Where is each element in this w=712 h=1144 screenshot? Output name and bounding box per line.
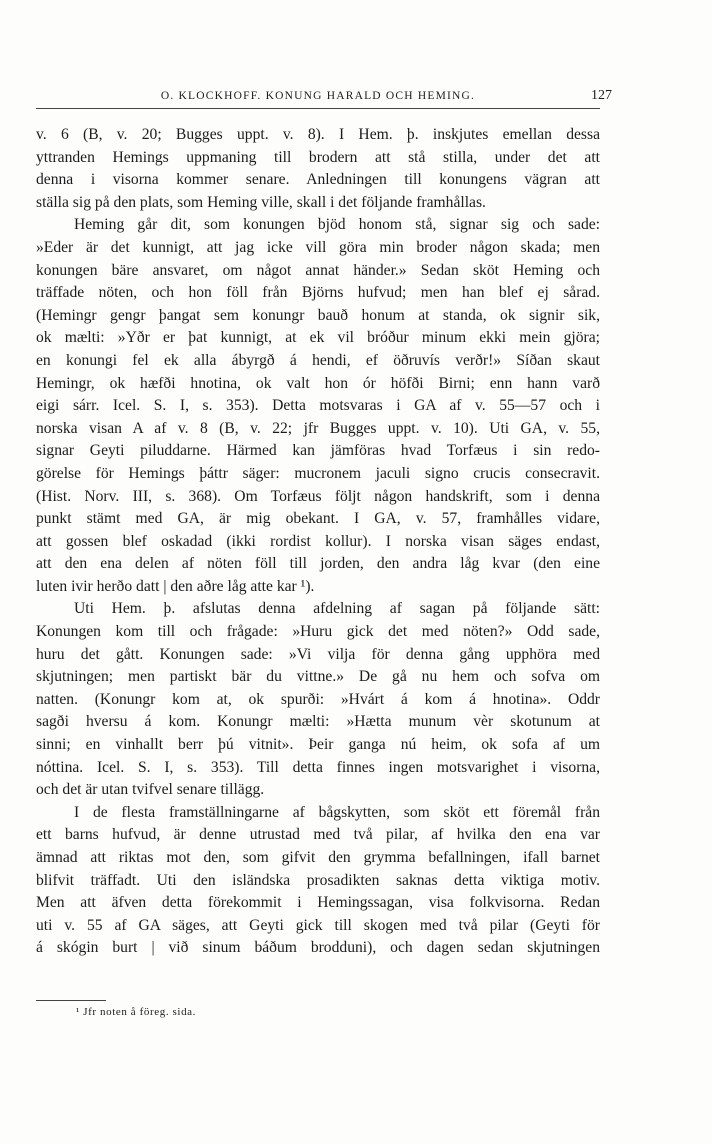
text-line: sinni; en vinhallt berr þú vitnit». Þeir ganga nú heim, ok sofa af um [36,736,600,754]
text-line: ställa sig på den plats, som Heming ville, skall i det följande framhållas. [36,193,486,211]
text-line: huru det gått. Konungen sade: »Vi vilja för denna gång upphöra med [36,645,600,663]
text-line: I de flesta framställningarne af bågskytten, som sköt ett föremål från [74,803,600,821]
text-line: »Eder är det kunnigt, att jag icke vill göra min broder någon skada; men [36,238,600,256]
text-line: en konungi fel ek alla ábyrgð á hendi, ef öðruvís verðr!» Síðan skaut [36,351,600,369]
text-line: norska visan A af v. 8 (B, v. 22; jfr Bugges uppt. v. 10). Uti GA, v. 55, [36,419,600,437]
text-line: blifvit träffadt. Uti den isländska prosadikten saknas detta viktiga motiv. [36,871,600,889]
page-number: 127 [591,88,612,103]
footnote-rule [36,1000,106,1001]
text-line: luten ivir herðo datt | den aðre låg atte kar ¹). [36,577,315,595]
text-line: ok mælti: »Yðr er þat kunnigt, at ek vil bróður minum ekki mein gjöra; [36,329,600,347]
text-line: (Hemingr gengr þangat sem konungr bauð honum at standa, ok signir sik, [36,306,600,324]
text-line: nóttina. Icel. S. I, s. 353). Till detta finnes ingen motsvarighet i visorna, [36,758,600,776]
text-line: Uti Hem. þ. afslutas denna afdelning af sagan på följande sätt: [74,600,600,618]
text-line: natten. (Konungr kom at, ok spurði: »Hvárt á kom á hnotina». Oddr [36,690,600,708]
header-rule [36,108,600,109]
text-line: Hemingr, ok hæfði hnotina, ok valt hon ór höfði Birni; enn hann varð [36,374,600,392]
text-line: Men att äfven detta förekommit i Hemingssagan, visa folkvisorna. Redan [36,894,600,912]
text-line: yttranden Hemings uppmaning till brodern att stå stilla, under det att [36,148,600,166]
text-line: denna i visorna kommer senare. Anledningen till konungens vägran att [36,171,600,189]
text-line: Konungen kom till och frågade: »Huru gick det med nöten?» Odd sade, [36,623,600,641]
body-text [36,124,600,960]
text-line: ämnad att riktas mot den, som gifvit den grymma befallningen, ifall barnet [36,849,600,866]
text-line: och det är utan tvifvel senare tillägg. [36,781,265,799]
text-line: att gossen blef oskadad (ikki rordist kollur). I norska visan säges endast, [36,532,600,550]
text-line: att den ena delen af nöten föll till jorden, den andra låg kvar (den eine [36,555,600,573]
text-line: punkt stämt med GA, är mig obekant. I GA, v. 57, framhålles vidare, [36,510,600,528]
text-line: Heming går dit, som konungen bjöd honom stå, signar sig och sade: [74,216,600,234]
text-line: uti v. 55 af GA säges, att Geyti gick till skogen med två pilar (Geyti för [36,916,600,934]
text-line: görelse för Hemings þáttr säger: mucronem jaculi signo crucis consecravit. [36,464,600,482]
text-line: träffade nöten, och hon föll från Björns hufvud; men han blef ej sårad. [36,284,600,302]
text-line: skjutningen; men partiskt bär du vittne.» De gå nu hem och sofva om [36,668,600,686]
running-title: O. KLOCKHOFF. KONUNG HARALD OCH HEMING. [160,90,476,102]
footnote: ¹ Jfr noten å föreg. sida. [76,1006,197,1018]
text-line: konungen bäre ansvaret, om något annat händer.» Sedan sköt Heming och [36,261,600,279]
text-line: signar Geyti piluddarne. Härmed kan jämföras hvad Torfæus i sin redo- [36,442,600,460]
text-line: ett barns hufvud, är denne utrustad med två pilar, af hvilka den ena var [36,826,600,844]
text-line: á skógin burt | við sinum báðum brodduni), och dagen sedan skjutningen [36,939,600,957]
text-line: v. 6 (B, v. 20; Bugges uppt. v. 8). I Hem. þ. inskjutes emellan dessa [36,126,600,143]
text-line: sagði hversu á kom. Konungr mælti: »Hætta munum vèr skotunum at [36,713,600,731]
text-line: (Hist. Norv. III, s. 368). Om Torfæus följt någon handskrift, som i denna [36,487,600,505]
text-line: eigi sárr. Icel. S. I, s. 353). Detta motsvaras i GA af v. 55—57 och i [36,397,600,415]
